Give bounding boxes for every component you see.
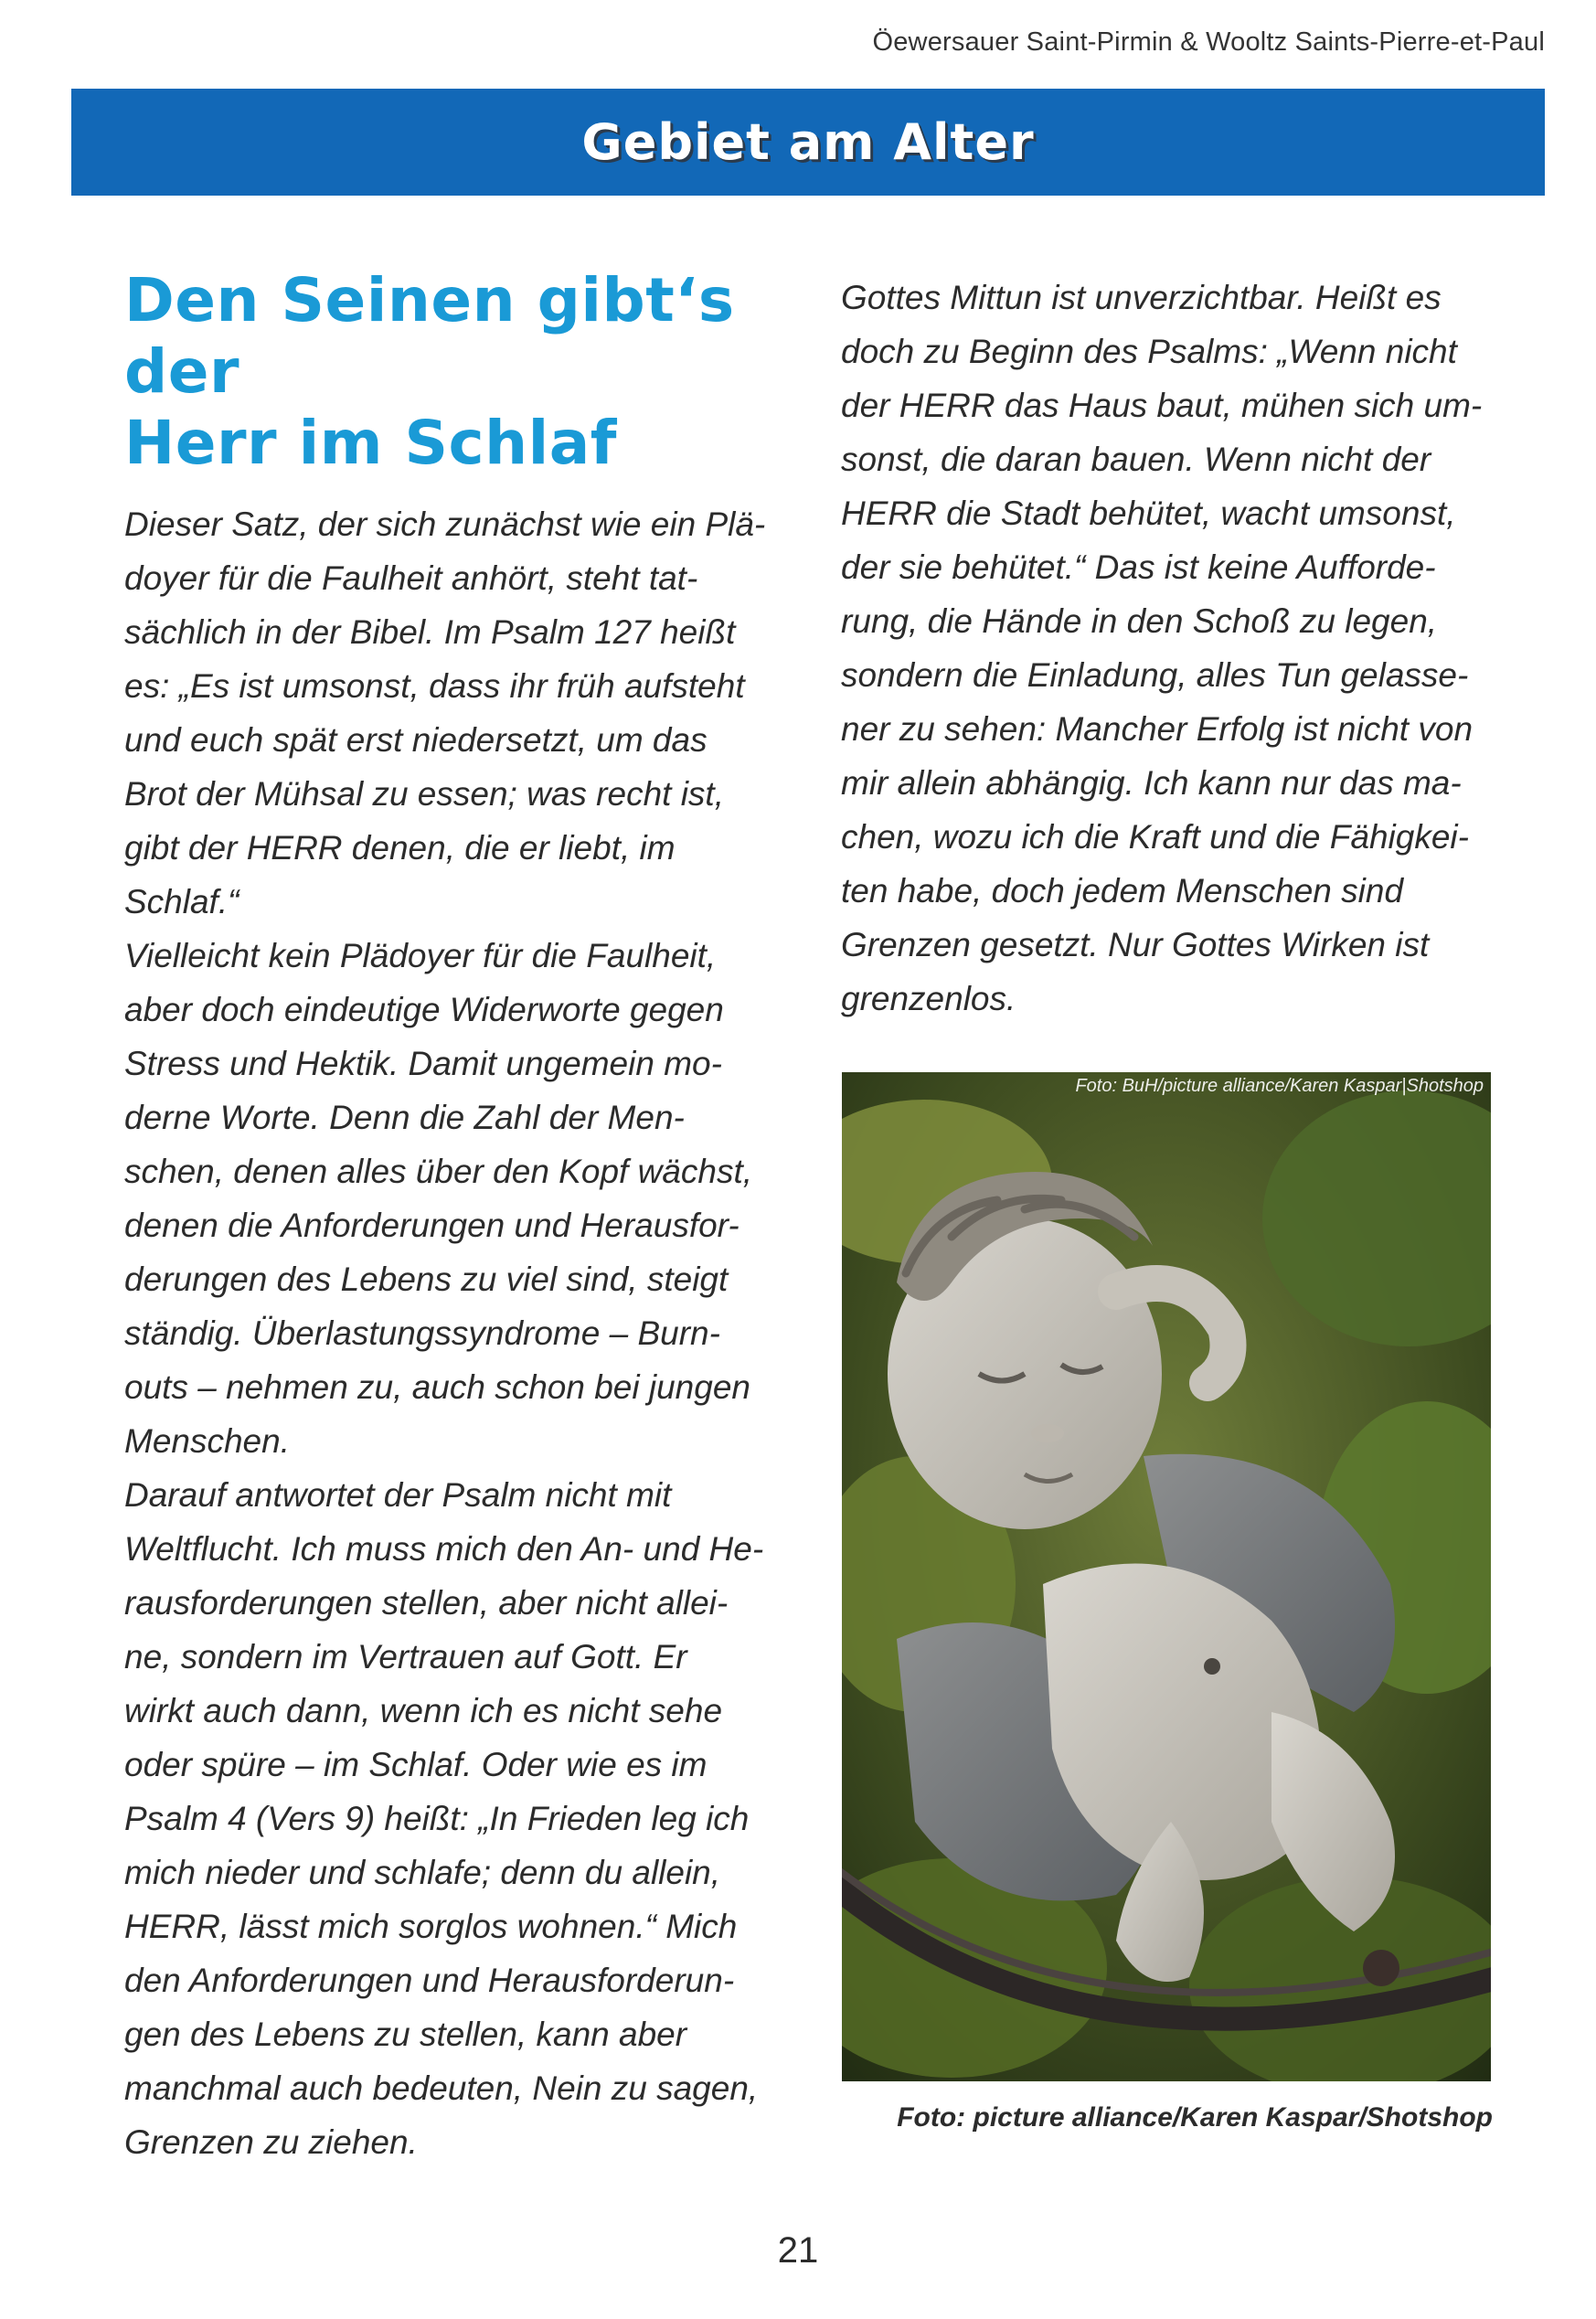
body-line: der HERR das Haus baut, mühen sich um- — [841, 387, 1483, 424]
body-line: schen, denen alles über den Kopf wächst, — [124, 1153, 753, 1190]
body-line: doyer für die Faulheit anhört, steht tat- — [124, 559, 698, 597]
body-line: es: „Es ist umsonst, dass ihr früh aufsteht — [124, 667, 745, 705]
body-line: Schlaf.“ — [124, 883, 239, 920]
body-line: wirkt auch dann, wenn ich es nicht sehe — [124, 1692, 723, 1729]
body-line: Grenzen gesetzt. Nur Gottes Wirken ist — [841, 926, 1430, 963]
article-title — [124, 265, 792, 479]
body-line: denen die Anforderungen und Herausfor- — [124, 1207, 739, 1244]
body-line: doch zu Beginn des Psalms: „Wenn nicht — [841, 333, 1457, 370]
body-line: mir allein abhängig. Ich kann nur das ma- — [841, 764, 1462, 802]
section-banner — [71, 89, 1545, 196]
body-line: Gottes Mittun ist unverzichtbar. Heißt es — [841, 279, 1442, 316]
body-line: Darauf antwortet der Psalm nicht mit — [124, 1476, 672, 1514]
body-line: outs – nehmen zu, auch schon bei jungen — [124, 1368, 750, 1406]
body-line: ten habe, doch jedem Menschen sind — [841, 872, 1404, 910]
body-line: mich nieder und schlafe; denn du allein, — [124, 1854, 721, 1891]
article-title-line: Den Seinen gibt‘s der — [124, 265, 735, 407]
body-line: ne, sondern im Vertrauen auf Gott. Er — [124, 1638, 687, 1675]
body-line: ner zu sehen: Mancher Erfolg ist nicht von — [841, 710, 1474, 748]
right-body-text — [841, 271, 1499, 1026]
body-line: rung, die Hände in den Schoß zu legen, — [841, 602, 1438, 640]
body-line: aber doch eindeutige Widerworte gegen — [124, 991, 724, 1028]
body-line: sächlich in der Bibel. Im Psalm 127 heißt — [124, 613, 736, 651]
body-line: Dieser Satz, der sich zunächst wie ein Plä- — [124, 505, 766, 543]
body-line: Brot der Mühsal zu essen; was recht ist, — [124, 775, 724, 813]
body-line: Weltflucht. Ich muss mich den An- und He- — [124, 1530, 764, 1568]
body-line: Psalm 4 (Vers 9) heißt: „In Frieden leg ich — [124, 1800, 750, 1837]
body-line: Vielleicht kein Plädoyer für die Faulheit, — [124, 937, 717, 974]
body-line: HERR die Stadt behütet, wacht umsonst, — [841, 495, 1456, 532]
body-line: rausforderungen stellen, aber nicht allei- — [124, 1584, 729, 1622]
body-line: und euch spät erst niedersetzt, um das — [124, 721, 708, 759]
body-line: sonst, die daran bauen. Wenn nicht der — [841, 441, 1431, 478]
photo-caption: Foto: picture alliance/Karen Kaspar/Shotshop — [897, 2102, 1493, 2133]
left-body-text — [124, 497, 792, 2169]
photo-credit-inset: Foto: BuH/picture alliance/Karen Kaspar|Shotshop — [1075, 1076, 1484, 1096]
left-column — [124, 265, 792, 2169]
body-line: Grenzen zu ziehen. — [124, 2123, 418, 2161]
body-line: Menschen. — [124, 1422, 290, 1460]
body-line: grenzenlos. — [841, 980, 1016, 1017]
body-line: derne Worte. Denn die Zahl der Men- — [124, 1099, 685, 1136]
right-column — [841, 271, 1499, 1026]
article-title-line: Herr im Schlaf — [124, 408, 617, 478]
body-line: oder spüre – im Schlaf. Oder wie es im — [124, 1746, 708, 1783]
body-line: manchmal auch bedeuten, Nein zu sagen, — [124, 2069, 759, 2107]
body-line: HERR, lässt mich sorglos wohnen.“ Mich — [124, 1908, 738, 1945]
page-number: 21 — [777, 2230, 819, 2271]
section-title: Gebiet am Alter — [581, 113, 1035, 171]
body-line: chen, wozu ich die Kraft und die Fähigkei- — [841, 818, 1469, 856]
body-line: gibt der HERR denen, die er liebt, im — [124, 829, 676, 867]
body-line: Stress und Hektik. Damit ungemein mo- — [124, 1045, 722, 1082]
cherub-illustration — [842, 1072, 1491, 2081]
cherub-photo — [842, 1072, 1491, 2081]
parish-header: Öewersauer Saint-Pirmin & Wooltz Saints-Pierre-et-Paul — [872, 27, 1545, 57]
body-line: gen des Lebens zu stellen, kann aber — [124, 2016, 687, 2053]
body-line: derungen des Lebens zu viel sind, steigt — [124, 1261, 729, 1298]
body-line: sondern die Einladung, alles Tun gelasse- — [841, 656, 1469, 694]
body-line: ständig. Überlastungssyndrome – Burn- — [124, 1314, 720, 1352]
body-line: der sie behütet.“ Das ist keine Aufforde- — [841, 548, 1436, 586]
body-line: den Anforderungen und Herausforderun- — [124, 1962, 735, 1999]
